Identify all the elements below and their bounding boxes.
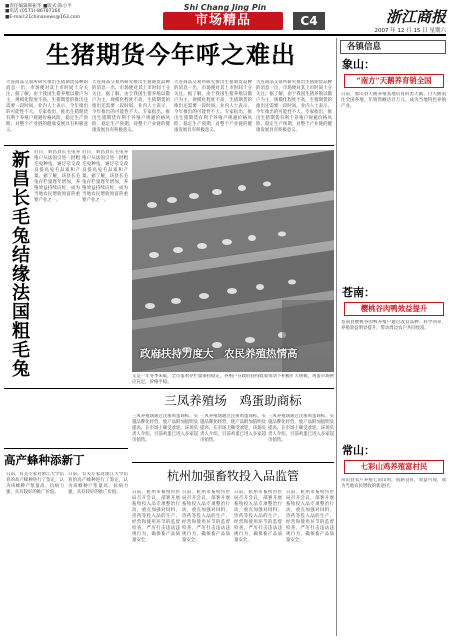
vertical-story-col-1: 近日，新昌县长毛兔养殖户从法国引进一批粗毛兔种兔，通过杂交改良提高兔毛品质和产量。据了解，该县长毛兔存栏量逐年增加，养殖效益持续向好，成为当地农民增收致富的重要产业之一。 [34, 150, 80, 203]
egg-farm-photo [132, 150, 334, 372]
sidebar-divider [336, 38, 337, 636]
chicken-cages-image [132, 150, 334, 372]
invest-story-headline: 杭州加强畜牧投入品监管 [166, 469, 299, 483]
page-number: C4 [293, 12, 325, 30]
paper-logo: 浙江商报 [385, 8, 446, 26]
contact-line-editor: ■责任编辑韩振华 ■版式:陈小平 [5, 4, 72, 9]
photo-caption-text: 又是一年冬季来临，全市蛋鸡存栏量保持稳定，养殖户在政府扶持政策带动下积极扩大规模，鸡蛋市场供应充足，价格平稳。 [132, 374, 334, 385]
main-headline: 生猪期货今年呼之难出 [46, 40, 296, 69]
issue-date: 2007 年 12 月 15 日 星期六 [374, 28, 446, 34]
section-pinyin: Shi Chang Jing Pin [183, 3, 267, 12]
vertical-story-col-2: 近日，新昌县长毛兔养殖户从法国引进一批粗毛兔种兔，通过杂交改良提高兔毛品质和产量。据了解，该县长毛兔存栏量逐年增加，养殖效益持续向好，成为当地农民增收致富的重要产业之一。 [82, 150, 128, 203]
photo-divider [4, 388, 334, 389]
section-label [163, 12, 283, 30]
contact-block [5, 4, 145, 20]
sidebar-place-2: 苍南： [342, 286, 375, 299]
sidebar-headline-3: 七彩山鸡养殖富村民 [344, 460, 444, 474]
sidebar-body-1: 日前，象山县天鹅养殖基地培育的黑天鹅、白天鹅销往全国各地，年销售额达百万元，成为当地特色养殖产业。 [341, 92, 446, 109]
lead-divider [4, 145, 334, 146]
egg-story-col-3: 三凤养殖场通过注册鸡蛋商标、实施品牌化经营，使产品附加值明显提高，在市场上颇受欢迎。该场负责人介绍，目前鸡蛋已进入多家超市销售。 [268, 414, 334, 443]
photo-caption-title: 政府扶持力度大 农民养殖热情高 [140, 348, 298, 360]
lead-column-1: 大连商品交易所研究推出生猪期货品种的消息一出，市场便对其上市时间十分关注。据了解，由于我国生猪养殖以散户为主，规模化程度不高，生猪期货的推出还需要一段时间。业内人士表示，今年推出的可能性不大。专家指出，推出生猪期货有利于养殖户规避价格风险，稳定生产预期，对整个产业链的健康发展具有积极意义。 [6, 80, 88, 133]
sidebar-place-3: 常山： [342, 444, 375, 457]
invest-story-col-4: 日前，杭州市畜牧兽医局召开会议，部署开展畜牧投入品专项整治行动，重点加强对饲料、兽药等投入品的生产、经营和使用环节的监督检查，严厉打击违法违规行为，确保畜产品质量安全。 [286, 490, 334, 543]
invest-divider [132, 462, 334, 463]
egg-story-headline: 三凤养殖场 鸡蛋助商标 [164, 393, 302, 408]
left-bottom-col-1: 日前，有关专家对浙江大学培育的高产蜂种进行了鉴定，认为该蜂种产浆量高、抗病力强，具有较好的推广价值。 [6, 472, 64, 495]
egg-story-col-2: 三凤养殖场通过注册鸡蛋商标、实施品牌化经营，使产品附加值明显提高，在市场上颇受欢迎。该场负责人介绍，目前鸡蛋已进入多家超市销售。 [200, 414, 266, 443]
vertical-headline: 新昌长毛兔结缘法国粗毛兔 [9, 150, 30, 378]
section-title: 市场精品 [194, 13, 251, 28]
invest-story-col-2: 日前，杭州市畜牧兽医局召开会议，部署开展畜牧投入品专项整治行动，重点加强对饲料、兽药等投入品的生产、经营和使用环节的监督检查，严厉打击违法违规行为，确保畜产品质量安全。 [182, 490, 230, 543]
sidebar-header-label: 各镇信息 [347, 42, 382, 52]
sidebar-place-1: 象山： [342, 58, 375, 71]
left-bottom-col-2: 日前，有关专家对浙江大学培育的高产蜂种进行了鉴定，认为该蜂种产浆量高、抗病力强，具有较好的推广价值。 [68, 472, 128, 495]
left-bottom-headline: 高产蜂种添新丁 [4, 453, 85, 467]
masthead-rule [4, 34, 446, 36]
egg-story-col-1: 三凤养殖场通过注册鸡蛋商标、实施品牌化经营，使产品附加值明显提高，在市场上颇受欢迎。该场负责人介绍，目前鸡蛋已进入多家超市销售。 [132, 414, 198, 443]
lead-column-4: 大连商品交易所研究推出生猪期货品种的消息一出，市场便对其上市时间十分关注。据了解，由于我国生猪养殖以散户为主，规模化程度不高，生猪期货的推出还需要一段时间。业内人士表示，今年推出的可能性不大。专家指出，推出生猪期货有利于养殖户规避价格风险，稳定生产预期，对整个产业链的健康发展具有积极意义。 [256, 80, 332, 133]
sidebar-headline-2: 樱桃谷肉鸭效益提升 [344, 302, 444, 316]
invest-story-col-3: 日前，杭州市畜牧兽医局召开会议，部署开展畜牧投入品专项整治行动，重点加强对饲料、兽药等投入品的生产、经营和使用环节的监督检查，严厉打击违法违规行为，确保畜产品质量安全。 [234, 490, 282, 543]
lead-column-3: 大连商品交易所研究推出生猪期货品种的消息一出，市场便对其上市时间十分关注。据了解，由于我国生猪养殖以散户为主，规模化程度不高，生猪期货的推出还需要一段时间。业内人士表示，今年推出的可能性不大。专家指出，推出生猪期货有利于养殖户规避价格风险，稳定生产预期，对整个产业链的健康发展具有积极意义。 [174, 80, 252, 133]
sidebar-body-2: 苍南县樱桃谷肉鸭养殖户通过改良品种、科学饲养，养殖效益明显提升，带动周边农户共同致富。 [341, 320, 446, 331]
sidebar-headline-1: “南方”天鹅养育销全国 [344, 74, 444, 88]
contact-line-email: ■E-mail:21chinanews@163.com [5, 14, 81, 20]
contact-line-phone: ■电话:(0571)-86787166 [5, 9, 61, 15]
lead-column-2: 大连商品交易所研究推出生猪期货品种的消息一出，市场便对其上市时间十分关注。据了解，由于我国生猪养殖以散户为主，规模化程度不高，生猪期货的推出还需要一段时间。业内人士表示，今年推出的可能性不大。专家指出，推出生猪期货有利于养殖户规避价格风险，稳定生产预期，对整个产业链的健康发展具有积极意义。 [92, 80, 170, 133]
sidebar-header [340, 40, 446, 54]
sidebar-body-3: 常山县农户养殖七彩山鸡，销路良好，效益可观，成为当地农民增收的新途径。 [341, 478, 446, 489]
left-bottom-divider [4, 448, 128, 449]
invest-story-col-1: 日前，杭州市畜牧兽医局召开会议，部署开展畜牧投入品专项整治行动，重点加强对饲料、兽药等投入品的生产、经营和使用环节的监督检查，严厉打击违法违规行为，确保畜产品质量安全。 [132, 490, 180, 543]
